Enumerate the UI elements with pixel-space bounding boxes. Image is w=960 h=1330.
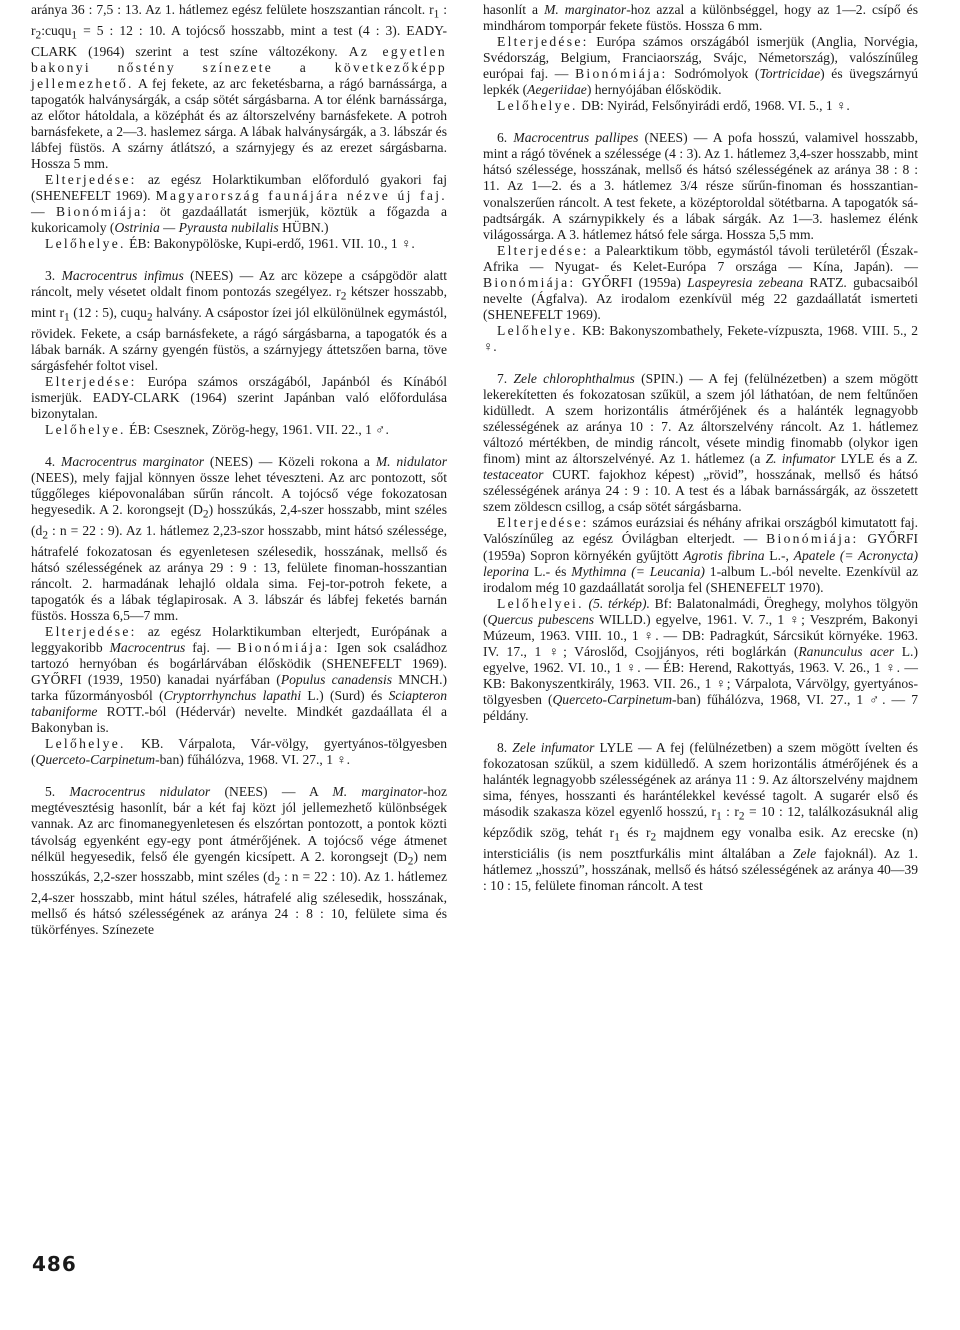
text-run: — bbox=[31, 204, 57, 219]
text-run: halvány. A csápostor ízei jól elkülönülnek egymástól, rövidek. Fekete, a csáp barnásfekete, a rágó sárgásbarna, a tapogatók és a lábak barnák. A szárny gyengén füstös, a szárnyjegy áttetszően barna, töve sárgásfehér foltot visel. bbox=[31, 304, 448, 373]
subscript: 2 bbox=[42, 529, 48, 542]
text-run: : n = 22 : 10). Az 1. hátlemez 2,4-szer hosszabb, mint hátul széles, hátrafelé alig szélesedik, hosszának, mellső és hátsó szélességének az aránya 24 : 8 : 10, felülete sima és tükörfényes. Színezete bbox=[31, 869, 447, 938]
text-run: ) hosszúkás, 2,4-szer hosszabb, mint széles (d bbox=[31, 502, 447, 538]
subscript: 2 bbox=[274, 876, 281, 889]
spaced-label: Elterjedése: bbox=[497, 242, 589, 258]
spaced-label: Bionómiája: bbox=[575, 66, 668, 82]
italic-text: Querceto-Carpinetum bbox=[35, 752, 156, 768]
italic-text: Macrocentrus bbox=[109, 640, 186, 655]
italic-text: M. marginator bbox=[332, 784, 423, 800]
spaced-label: Elterjedése: bbox=[45, 623, 137, 639]
subscript: 1 bbox=[433, 8, 440, 21]
text-run: GYŐRFI (1959a) Sopron környékén gyűjtött bbox=[483, 531, 918, 563]
text-run: 7. bbox=[497, 370, 514, 386]
text-run: CURT. fajokhoz képest) „rövid”, hosszának, mellső és hátsó szélességének aránya 24 : 9 : 10. A test és a lábak barnássárgák, az összetett szem zöldescn csillog, a csáp sötét sárgásbarna. bbox=[483, 467, 918, 515]
text-run: Európa számos országából, Japánból és Kínából ismerjük. EADY-CLARK (1964) szerint Japánban való előfordulása bizonytalan. bbox=[31, 373, 447, 421]
italic-text: (5. térkép). bbox=[588, 595, 650, 611]
spaced-label: Lelőhelye. bbox=[497, 322, 578, 338]
left-paragraph bbox=[31, 736, 447, 768]
text-run: öt gazdaállatát ismerjük, köztük a főgazda a kukoricamoly ( bbox=[31, 204, 447, 236]
subscript: 1 bbox=[64, 311, 70, 324]
spaced-label: Elterjedése: bbox=[45, 373, 137, 389]
italic-text: Sciapteron tabaniforme bbox=[31, 688, 447, 720]
left-paragraph bbox=[31, 454, 447, 624]
text-run: 4. bbox=[45, 454, 62, 470]
spaced-label: Bionómiája: bbox=[56, 204, 149, 219]
subscript: 2 bbox=[146, 311, 153, 324]
italic-text: Laspeyresia zebeana bbox=[687, 274, 804, 290]
text-run: (NEES) — A bbox=[210, 784, 333, 800]
text-run: majdnem egy vonalba esik. Az erecske (n) intersticiális (is nem posztfurkális mint általában a bbox=[483, 824, 918, 861]
text-run: ÉB: Bakonypölöske, Kupi-erdő, 1961. VII. 10., 1 ♀. bbox=[125, 236, 415, 252]
text-run: ROTT.-ból (Hédervár) nevelte. Mindkét gazdaállata él a Bakonyban is. bbox=[31, 704, 447, 736]
text-run: : r bbox=[31, 2, 447, 38]
subscript: 2 bbox=[202, 508, 209, 521]
text-run: Igen sok családhoz tartozó hernyóban és bogárlárvában élősködik (SHENEFELT 1969). GYŐRFI (1939, 1950) kanadai nyárfában ( bbox=[31, 640, 448, 688]
italic-text: Querceto-Carpinetum bbox=[552, 691, 673, 707]
text-run: -ban) fűhálózva, 1968. VI. 27., 1 ♀. bbox=[155, 752, 351, 768]
spaced-label: Elterjedése: bbox=[45, 171, 137, 187]
subscript: 2 bbox=[650, 831, 657, 844]
spaced-label: Lelőhelye. bbox=[45, 236, 126, 252]
text-run: -hoz azzal a különbséggel, hogy az 1—2. csípő és mindhárom tomporpár fekete füstös. Hossza 6 mm. bbox=[483, 2, 918, 34]
spaced-label: Lelőhelye. bbox=[497, 98, 578, 114]
italic-text: Macrocentrus marginator bbox=[61, 454, 205, 470]
spaced-label: Bionómiája: bbox=[766, 531, 859, 547]
text-run: : n = 22 : 9). Az 1. hátlemez 2,23-szor hosszabb, mint hátsó szélessége, hátrafelé fokozatosan és egyenletesen szélesedik, hosszának, mellső és hátsó szélességének az aránya 29 : 9 : 13, felülete finoman-hosszantian ráncolt. 2. harmadának lehajló oldala sima. Fej-tor-potroh fekete, a tapogatók és a lábak téglapirosak. A 3. lábszár és lábfej feketés barnán füstös. Hossza 6,5—7 mm. bbox=[31, 522, 447, 623]
italic-text: Zele chlorophthalmus bbox=[513, 370, 635, 386]
right-paragraph bbox=[483, 740, 918, 894]
subscript: 2 bbox=[407, 855, 414, 868]
paragraph-gap bbox=[483, 114, 918, 130]
right-paragraph bbox=[483, 371, 918, 515]
text-run: 3. bbox=[45, 268, 62, 284]
right-paragraph bbox=[483, 98, 918, 114]
text-run: LYLE — A fej (felülnézetben) a szem mögött ívelten és fokozatosan szűkül, a szem kidülledő. A szem horizontális átmérőjének és a halánték legnagyobb szélességének az aránya 11 : 9. Az áltorszelvény majdnem sima, fényes, hosszanti és harántélekkel kevéssé tagolt. A sugarér első és második szakasza közel egyenlő hosszú, r bbox=[483, 740, 918, 820]
text-run: faj. — bbox=[185, 640, 238, 655]
text-run: (NEES) — A pofa hosszú, valamivel hosszabb, mint a rágó tövének a szélessége (4 : 3). Az 1. hátlemez 3,4-szer hosszabb, mint hátsó szélessége, hosszának, mellső és hátsó szélességének az aránya 38 : 8 : 11. Az 1—2. és a 3. hátlemez 3/4 része sűrűn-finoman és hosszantian-vonalszerűen ráncolt. A test fekete, a középtoroldal sötétbarna. A tapogatók sápadtsárgák. A szárnypikkely és a lábak sárgák. Az 1—3. haslemez élénk világossárga. A 3. hátlemez hátsó fele sárga. Hossza 5,5 mm. bbox=[483, 130, 918, 242]
subscript: 1 bbox=[716, 810, 722, 823]
left-text-column bbox=[31, 2, 447, 938]
page-number: 486 bbox=[32, 1252, 77, 1276]
right-paragraph bbox=[483, 243, 918, 323]
text-run: 1-album L.-ból nevelte. Ezenkívül az irodalom még 10 gazdaállatát sorolja fel (SHENEFELT 1970). bbox=[483, 563, 919, 595]
italic-text: M. nidulator bbox=[375, 454, 447, 470]
text-run: LYLE és a bbox=[835, 451, 908, 467]
left-paragraph bbox=[31, 374, 447, 422]
text-run: WILLD.) egyelve, 1961. V. 7., 1 ♀; Veszprém, Bakonyi Múzeum, 1963. VIII. 10., 1 ♀. — DB: Padragkút, Sárcsikút környéke. 1963. IV. 17., 1 ♀; Városlőd, Csojjányos, réti boglárkán ( bbox=[483, 611, 918, 659]
text-run: DB: Nyirád, Felsőnyirádi erdő, 1968. VI. 5., 1 ♀. bbox=[577, 98, 850, 114]
text-run: L.) (Surd) és bbox=[301, 688, 389, 704]
text-run: (NEES) — Az arc közepe a csápgödör alatt ráncolt, mely vésetet oldalt finom pontozás szegélyez. r bbox=[31, 268, 448, 300]
paragraph-gap bbox=[31, 438, 447, 454]
italic-text: Macrocentrus nidulator bbox=[69, 784, 211, 800]
subscript: 2 bbox=[340, 290, 347, 303]
text-run: fajoknál). Az 1. hátlemez „hosszú”, hosszának, mellső és hátsó szélességének az aránya 40—39 : 10 : 15, felülete finoman ráncolt. A test bbox=[483, 845, 918, 893]
right-paragraph bbox=[483, 515, 918, 595]
spaced-label: Magyarország faunájára nézve új faj. bbox=[155, 187, 447, 203]
text-run: (SPIN.) — A fej (felülnézetben) a szem mögött lekerekítetten és fokozatosan szűkül, a szem jól láthatóan, de nem feltűnően kidülledt. A szem horizontális átmérőjének és a halánték legnagyobb szélességének az aránya 10 : 7. Az áltorszelvény ráncolt. Az 1. hátlemez változó mértékben, de mindig ráncolt, vésete mindig finomabb (olykor igen finom) mint az áltorszelvényé. Az 1. hátlemez (a bbox=[483, 370, 918, 467]
text-run: aránya 36 : 7,5 : 13. Az 1. hátlemez egész felülete hoszszantian ráncolt. r bbox=[31, 2, 434, 17]
text-run: A fej fekete, az arc feketésbarna, a rágó barnássárga, a tapogatók halványsárgák, a csáp sötét sárgásbarna. A tor élénk barnássárga, az előtor hátoldala, a középhát és az áltorszelvény barnásfekete. A potroh barnásfekete, a 2—3. haslemez sárga. A lábak halványsárgák, a 3. lábszár és lábfej füstös. A szárny átlátszó, a szárnyjegy és az erezet sárgásbarna. Hossza 5 mm. bbox=[31, 75, 447, 171]
text-run: GYŐRFI (1959a) bbox=[575, 274, 688, 290]
italic-text: Macrocentrus infimus bbox=[61, 268, 184, 284]
text-run: számos eurázsiai és néhány afrikai országból kimutatott faj. Valószínűleg az egész Óvilágban elterjedt. — bbox=[483, 515, 918, 547]
text-run: MNCH.) tarka fűzormányosból ( bbox=[31, 672, 447, 704]
spaced-label: Lelőhelye. bbox=[45, 736, 126, 752]
text-run: ) és üvegszárnyú lepkék ( bbox=[483, 66, 918, 98]
text-run: az egész Holarktikumban előforduló gyakori faj (SHENEFELT 1969). bbox=[31, 171, 447, 203]
text-run: és r bbox=[619, 824, 651, 840]
text-run: az egész Holarktikumban elterjedt, Európának a leggyakoribb bbox=[31, 623, 447, 655]
text-run: = 5 : 12 : 10. A tojócső hosszabb, mint a test (4 : 3). EADY-CLARK (1964) szerint a test színe változékony. bbox=[31, 22, 447, 59]
right-paragraph bbox=[483, 2, 918, 34]
subscript: 2 bbox=[738, 810, 745, 823]
text-run: 8. bbox=[497, 740, 513, 756]
italic-text: Ostrinia — Pyrausta nubilalis bbox=[114, 220, 279, 236]
italic-text: Apatele (= Acronycta) leporina bbox=[483, 547, 918, 579]
text-run: :cuqu bbox=[41, 22, 72, 38]
italic-text: Macrocentrus pallipes bbox=[513, 130, 639, 146]
text-run: kétszer hosszabb, mint r bbox=[31, 284, 447, 320]
subscript: 1 bbox=[71, 29, 78, 42]
right-paragraph bbox=[483, 596, 918, 724]
left-paragraph bbox=[31, 268, 447, 374]
italic-text: Zele infumator bbox=[512, 740, 595, 756]
italic-text: M. marginator bbox=[544, 2, 627, 17]
text-run: = 10 : 12, találkozásuknál alig képződik szög, tehát r bbox=[483, 804, 918, 840]
spaced-label: Lelőhelyei. bbox=[497, 595, 584, 611]
paragraph-gap bbox=[483, 724, 918, 740]
italic-text: Mythimna (= Leucania) bbox=[571, 563, 705, 579]
text-run: a Palearktikum több, egymástól távoli területéről (Észak-Afrika — Nyugat- és Kelet-Európa 7 országa — Kína, Japán). — bbox=[483, 242, 918, 274]
subscript: 2 bbox=[35, 29, 42, 42]
right-paragraph bbox=[483, 323, 918, 355]
spaced-label: Lelőhelye. bbox=[45, 422, 126, 437]
left-paragraph bbox=[31, 2, 447, 172]
italic-text: Cryptorrhynchus lapathi bbox=[163, 688, 302, 704]
left-paragraph bbox=[31, 236, 447, 252]
text-run: Bf: Balatonalmádi, Öreghegy, molyhos tölgyön ( bbox=[483, 595, 918, 627]
text-run: 6. bbox=[497, 130, 514, 146]
text-run: KB: Bakonyszombathely, Fekete-vízpuszta, 1968. VIII. 5., 2 ♀. bbox=[483, 322, 918, 354]
italic-text: Populus canadensis bbox=[280, 672, 393, 688]
italic-text: Aegeriidae bbox=[527, 82, 587, 98]
right-paragraph bbox=[483, 34, 918, 98]
text-run: HÜBN.) bbox=[278, 220, 329, 236]
text-run: 5. bbox=[45, 784, 70, 800]
subscript: 1 bbox=[614, 831, 620, 844]
italic-text: Zele bbox=[792, 845, 817, 861]
italic-text: Z. infumator bbox=[765, 451, 836, 467]
text-run: L.-, bbox=[764, 547, 794, 563]
text-run: RATZ. gubacsaiból nevelte (Ágfalva). Az irodalom ezenkívül még 22 gazdaállatát ismerteti (SHENEFELT 1969). bbox=[483, 274, 918, 322]
spaced-label: Bionómiája: bbox=[237, 640, 330, 655]
text-run: -hoz megtévesztésig hasonlít, bár a két faj közt jól jellemezhető különbségek vannak. Az arc finomanegyenletesen és elszórtan pontozott, a pontok közti távolság egyenként egy-egy pont átmérőjének. A tojócső vége átmenet nélkül hegyesedik, felső éle gyengén kicsípett. A 2. korongsejt (D bbox=[31, 784, 447, 864]
left-paragraph bbox=[31, 624, 447, 736]
paragraph-gap bbox=[31, 768, 447, 784]
paragraph-gap bbox=[31, 252, 447, 268]
text-run: (NEES), mely fajjal könnyen össze lehet téveszteni. Az arc pontozott, sőt tűggőleges kiépovonalában sűrűn ráncolt. A tojócső vége fokozatosan hegyesedik. A 2. korongsejt (D bbox=[31, 470, 447, 518]
spaced-label: Az egyetlen bakonyi nőstény színezete a következőképp jellemezhető. bbox=[31, 43, 448, 91]
italic-text: Agrotis fibrina bbox=[683, 547, 765, 563]
left-paragraph bbox=[31, 784, 447, 938]
text-run: (NEES) — Közeli rokona a bbox=[204, 454, 376, 470]
left-paragraph bbox=[31, 172, 447, 236]
spaced-label: Elterjedése: bbox=[497, 34, 589, 50]
text-run: ÉB: Csesznek, Zörög-hegy, 1961. VII. 22., 1 ♂. bbox=[125, 422, 389, 437]
text-run: L.- és bbox=[529, 563, 572, 579]
text-run: L.) egyelve, 1962. VI. 10., 1 ♀. — ÉB: Herend, Rakottyás, 1963. V. 26., 1 ♀. — KB: Bakonyszentkirály, 1963. VII. 26., 1 ♀; Várpalota, Várvölgy, gyertyános-tölgyesben ( bbox=[483, 643, 918, 707]
paragraph-gap bbox=[483, 355, 918, 371]
italic-text: Tortricidae bbox=[759, 66, 821, 82]
left-paragraph bbox=[31, 422, 447, 438]
italic-text: Ranunculus acer bbox=[798, 643, 895, 659]
text-run: Sodrómolyok ( bbox=[667, 66, 760, 82]
spaced-label: Elterjedése: bbox=[497, 515, 589, 531]
text-run: ) hernyójában élősködik. bbox=[586, 82, 722, 98]
text-run: ) nem hosszúkás, 2,2-szer hosszabb, mint széles (d bbox=[31, 848, 447, 885]
spaced-label: Bionómiája: bbox=[483, 274, 576, 290]
text-run: -ban) fűhálózva, 1968, VI. 27., 1 ♂. — 7 példány. bbox=[483, 691, 918, 723]
text-run: Európa számos országából ismerjük (Anglia, Norvégia, Svédország, Belgium, Franciaország, Svájc, Németország), valószínűleg európai faj. — bbox=[483, 34, 918, 82]
right-paragraph bbox=[483, 130, 918, 242]
italic-text: Z. testaceator bbox=[483, 451, 918, 483]
right-text-column bbox=[483, 2, 918, 894]
italic-text: Quercus pubescens bbox=[487, 611, 595, 627]
text-run: KB. Várpalota, Vár-völgy, gyertyános-tölgyesben ( bbox=[31, 736, 447, 768]
text-run: hasonlít a bbox=[483, 2, 545, 17]
text-run: : r bbox=[721, 804, 739, 820]
text-run: (12 : 5), cuqu bbox=[69, 304, 147, 320]
